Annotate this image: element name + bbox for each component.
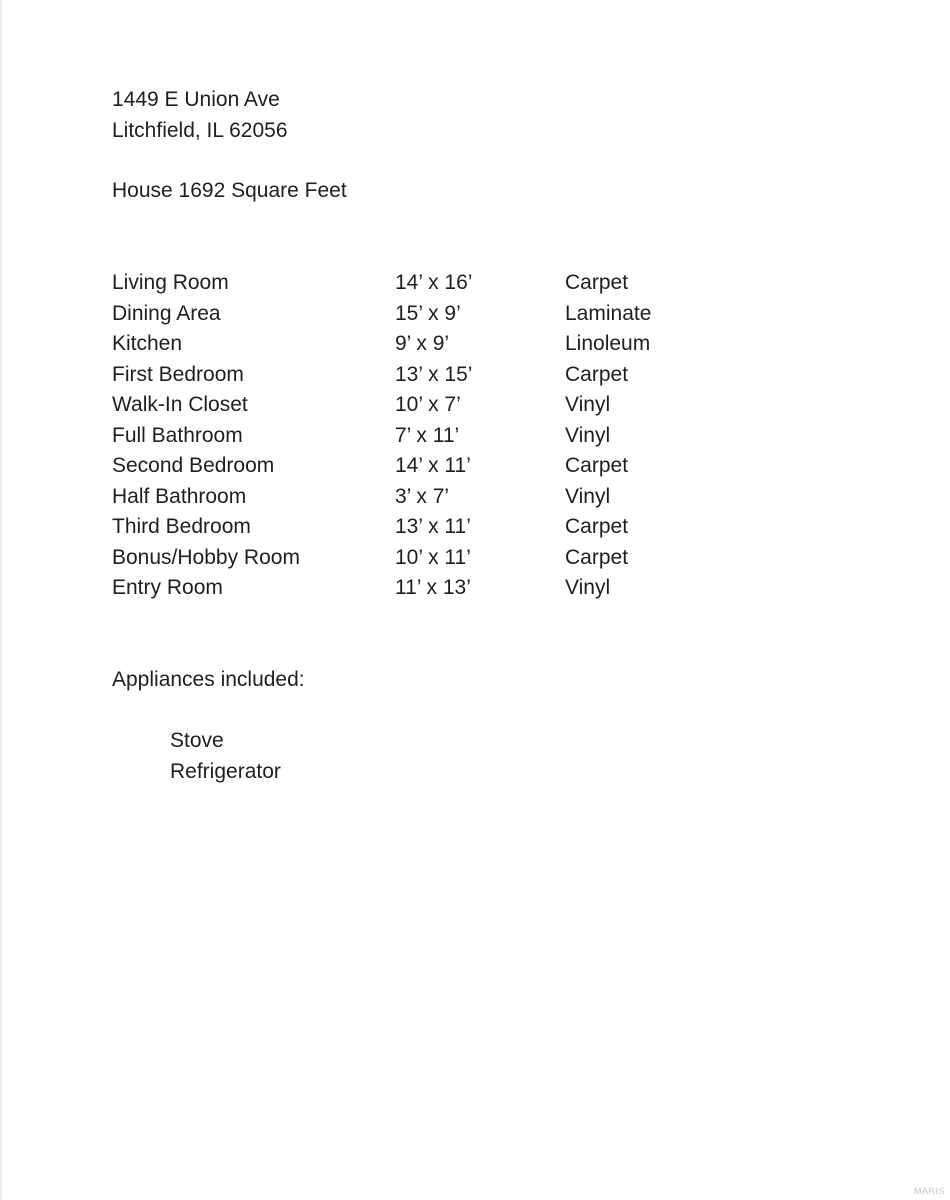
room-dimensions: 11’ x 13’ (395, 576, 471, 600)
room-flooring: Vinyl (565, 576, 611, 600)
room-dimensions: 14’ x 11’ (395, 454, 471, 478)
room-name: Living Room (112, 271, 229, 294)
room-name: Third Bedroom (112, 515, 251, 539)
room-dimensions: 10’ x 7’ (395, 393, 461, 417)
room-name: Full Bathroom (112, 423, 243, 447)
room-dimensions: 14’ x 16’ (395, 271, 473, 294)
room-dimensions: 9’ x 9’ (395, 332, 450, 356)
room-name: Second Bedroom (112, 454, 275, 478)
room-flooring: Carpet (565, 454, 629, 478)
room-flooring: Carpet (565, 362, 629, 386)
room-name: Half Bathroom (112, 484, 247, 508)
room-flooring: Linoleum (565, 332, 651, 356)
room-dimensions: 13’ x 15’ (395, 362, 473, 386)
room-flooring: Carpet (565, 545, 629, 569)
room-dimensions: 13’ x 11’ (395, 515, 471, 539)
appliances-list (170, 726, 281, 787)
room-flooring: Carpet (565, 271, 629, 294)
room-name: Entry Room (112, 576, 223, 600)
maris-watermark: MARIS (913, 1186, 945, 1196)
room-flooring: Vinyl (565, 484, 611, 508)
house-square-footage: House 1692 Square Feet (112, 179, 347, 202)
address-line-1: 1449 E Union Ave (112, 88, 280, 111)
room-name: Walk-In Closet (112, 393, 248, 417)
room-dimensions-table (112, 268, 812, 604)
appliance-item: Stove (170, 729, 224, 752)
room-flooring: Carpet (565, 515, 629, 539)
room-dimensions: 3’ x 7’ (395, 484, 450, 508)
room-dimensions: 10’ x 11’ (395, 545, 471, 569)
room-name: Bonus/Hobby Room (112, 545, 300, 569)
room-flooring: Vinyl (565, 393, 611, 417)
room-flooring: Vinyl (565, 423, 611, 447)
room-flooring: Laminate (565, 301, 652, 325)
room-dimensions: 7’ x 11’ (395, 423, 460, 447)
room-dimensions: 15’ x 9’ (395, 301, 461, 325)
left-edge-scan-line (0, 0, 2, 1200)
room-name: Kitchen (112, 332, 183, 356)
room-name: First Bedroom (112, 362, 244, 386)
address-line-2: Litchfield, IL 62056 (112, 118, 288, 142)
appliances-heading: Appliances included: (112, 668, 305, 691)
property-address (112, 85, 288, 146)
appliance-item: Refrigerator (170, 759, 281, 783)
room-name: Dining Area (112, 301, 221, 325)
